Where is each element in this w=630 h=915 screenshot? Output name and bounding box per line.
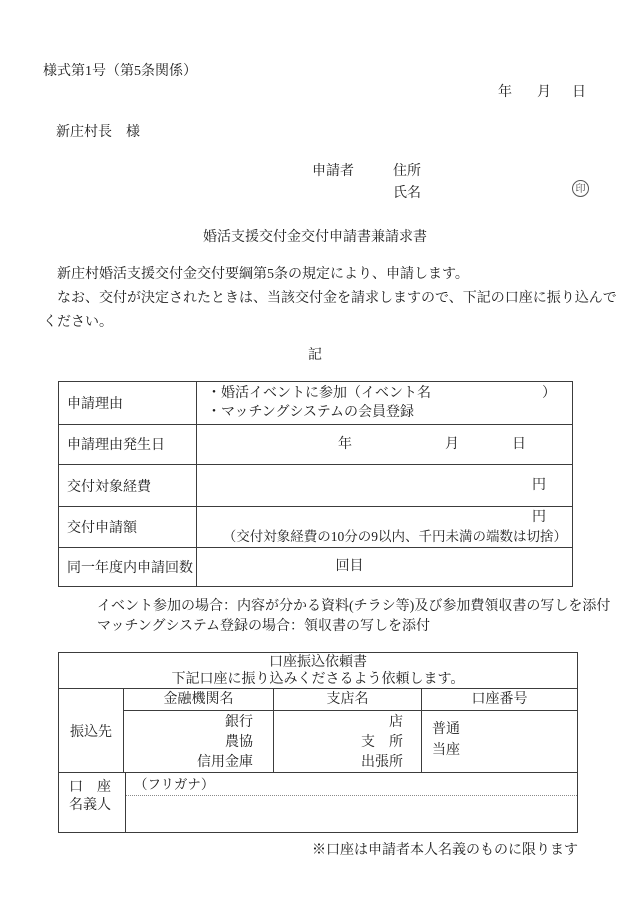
row-application-count <box>59 547 572 586</box>
expense-amount-field[interactable]: 円 <box>532 478 546 494</box>
applicant-role-label: 申請者 <box>312 164 354 179</box>
transfer-column-headers <box>124 689 577 711</box>
body-line-2: なお、交付が決定されたときは、当該交付金を請求しますので、下記の口座に振り込んで <box>43 291 617 306</box>
transfer-request-table <box>58 652 578 833</box>
attachment-note-event: イベント参加の場合：内容が分かる資料(チラシ等)及び参加費領収書の写しを添付 <box>97 599 611 614</box>
form-number: 様式第1号（第5条関係） <box>43 64 197 79</box>
addressee: 新庄村長 様 <box>56 125 140 140</box>
reason-label: 申請理由 <box>59 382 197 424</box>
institution-header: 金融機関名 <box>124 689 274 710</box>
date-month-label: 月 <box>537 85 551 100</box>
account-number-field[interactable] <box>422 711 577 773</box>
request-amount-field[interactable] <box>197 507 572 547</box>
transfer-title: 口座振込依頼書 <box>269 655 367 670</box>
document-title: 婚活支援交付金交付申請書兼請求書 <box>203 230 427 245</box>
request-amount-note: （交付対象経費の10分の9以内、千円未満の端数は切捨） <box>222 529 567 545</box>
account-footnote: ※口座は申請者本人名義のものに限ります <box>312 843 578 858</box>
record-marker: 記 <box>308 348 322 363</box>
event-name-blank-field[interactable] <box>431 384 542 403</box>
application-count-label: 同一年度内申請回数 <box>59 548 197 586</box>
reason-date-field[interactable] <box>197 425 572 465</box>
reason-option-event: ・婚活イベントに参加（イベント名 <box>207 386 431 401</box>
row-request-amount <box>59 506 572 547</box>
branch-option-shutchojo: 出張所 <box>361 755 403 770</box>
furigana-field[interactable]: （フリガナ） <box>126 773 577 796</box>
seal-mark-icon: 印 <box>572 180 589 197</box>
row-expense <box>59 464 572 506</box>
account-number-header: 口座番号 <box>471 692 528 707</box>
request-amount-label: 交付申請額 <box>59 507 197 547</box>
reason-date-label: 申請理由発生日 <box>59 425 197 465</box>
account-holder-label-line1: 口 座 <box>69 780 111 795</box>
date-year-label: 年 <box>498 85 512 100</box>
reason-date-month-label: 月 <box>445 436 459 452</box>
institution-option-shinkin: 信用金庫 <box>197 755 253 770</box>
body-line-1: 新庄村婚活支援交付金交付要綱第5条の規定により、申請します。 <box>43 267 469 282</box>
branch-option-shisho: 支 所 <box>361 735 403 750</box>
request-amount-unit: 円 <box>532 510 546 526</box>
account-holder-label <box>59 773 126 832</box>
application-count-field[interactable]: 回目 <box>335 559 364 574</box>
reason-date-year-label: 年 <box>338 436 352 452</box>
branch-header: 支店名 <box>274 689 422 710</box>
institution-option-bank: 銀行 <box>225 715 253 730</box>
account-type-current: 当座 <box>432 743 460 758</box>
reason-option-event-close-paren: ） <box>542 386 556 401</box>
account-holder-name-field[interactable] <box>126 796 577 832</box>
branch-option-ten: 店 <box>389 715 403 730</box>
branch-name-field[interactable] <box>274 711 422 773</box>
date-day-label: 日 <box>572 85 586 100</box>
account-holder-label-line2: 名義人 <box>69 798 111 813</box>
transfer-table-header <box>59 653 577 689</box>
transfer-subtitle: 下記口座に振り込みくださるよう依頼します。 <box>171 672 465 687</box>
row-reason-date <box>59 424 572 465</box>
body-line-3: ください。 <box>43 315 113 330</box>
applicant-name-label: 氏名 <box>393 186 421 201</box>
application-table <box>58 381 573 587</box>
expense-label: 交付対象経費 <box>59 465 197 506</box>
applicant-address-label: 住所 <box>393 164 421 179</box>
reason-option-matching: ・マッチングシステムの会員登録 <box>207 405 415 420</box>
account-type-ordinary: 普通 <box>432 722 460 737</box>
payee-label: 振込先 <box>59 689 124 772</box>
reason-options-cell <box>197 382 572 424</box>
institution-option-ja: 農協 <box>225 735 253 750</box>
institution-name-field[interactable] <box>124 711 274 773</box>
row-reason <box>59 382 572 424</box>
attachment-note-matching: マッチングシステム登録の場合：領収書の写しを添付 <box>97 619 431 634</box>
reason-date-day-label: 日 <box>512 436 526 452</box>
